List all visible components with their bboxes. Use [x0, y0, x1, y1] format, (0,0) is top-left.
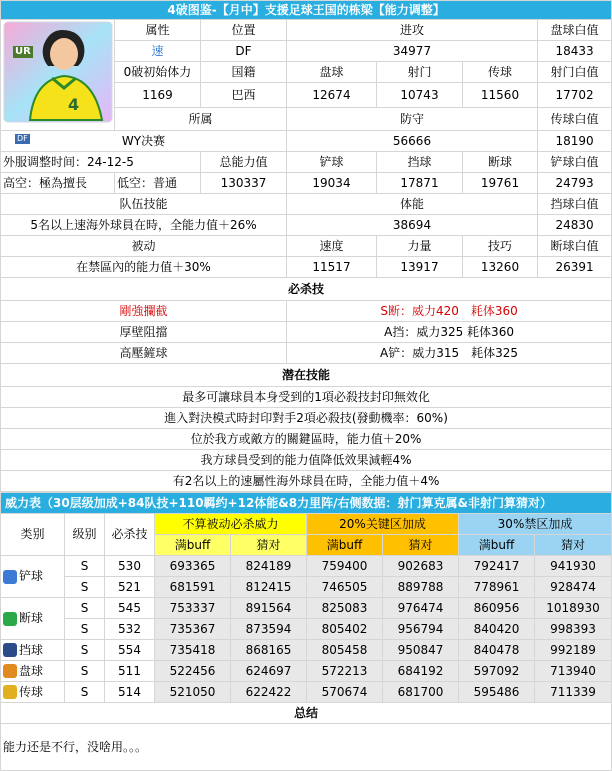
power-table: [0, 492, 612, 771]
nationality-label: 国籍: [201, 62, 287, 83]
speed-value: 11517: [287, 257, 377, 278]
position-label: 位置: [201, 20, 287, 41]
special-skill-stat-3: A铲：威力315 耗体325: [287, 343, 612, 364]
pass-icon: [3, 685, 17, 699]
value: 992189: [535, 640, 612, 661]
shoot-white-label: 射门白值: [538, 62, 612, 83]
passive-label: 被动: [1, 236, 287, 257]
total-value: 130337: [201, 173, 287, 194]
value: 950847: [383, 640, 459, 661]
value: 902683: [383, 556, 459, 577]
level: S: [65, 682, 105, 703]
physical-label: 体能: [287, 194, 538, 215]
group-no-passive: 不算被动必杀威力: [155, 514, 307, 535]
value: 941930: [535, 556, 612, 577]
value: 522456: [155, 661, 231, 682]
block-white-value: 24830: [538, 215, 612, 236]
value: 753337: [155, 598, 231, 619]
svg-text:4: 4: [67, 95, 79, 114]
special-skill-stat-2: A挡：威力325 耗体360: [287, 322, 612, 343]
value: 860956: [459, 598, 535, 619]
value: 928474: [535, 577, 612, 598]
attack-value: 34977: [287, 41, 538, 62]
attribute-value: 速: [115, 41, 201, 62]
level: S: [65, 619, 105, 640]
stamina0-label: 0破初始体力: [115, 62, 201, 83]
dribble-label: 盘球: [287, 62, 377, 83]
table-row: [1, 640, 612, 661]
latent-skill-5: 有2名以上的速屬性海外球員在時，全能力值＋4%: [1, 471, 612, 492]
value: 622422: [231, 682, 307, 703]
special-skill-stat-1: S断：威力420 耗体360: [287, 301, 612, 322]
value: 572213: [307, 661, 383, 682]
latent-skill-1: 最多可讓球員本身受到的1項必殺技封印無效化: [1, 387, 612, 408]
power-value: 13917: [377, 257, 463, 278]
value: 597092: [459, 661, 535, 682]
special-skill-name-3: 高壓鏟球: [1, 343, 287, 364]
intercept-label: 断球: [463, 152, 538, 173]
passive-value: 在禁區內的能力值＋30%: [1, 257, 287, 278]
tackle-icon: [3, 570, 17, 584]
latent-skill-header: 潜在技能: [1, 364, 612, 387]
col-type: 类别: [1, 514, 65, 556]
position-badge: DF: [17, 134, 28, 143]
sub-guess-2: 猜对: [383, 535, 459, 556]
value: 840478: [459, 640, 535, 661]
latent-skill-2: 進入對決模式時封印對手2項必殺技(發動機率：60%): [1, 408, 612, 429]
value: 976474: [383, 598, 459, 619]
summary-text: 能力还是不行，没啥用。。。: [1, 724, 612, 771]
type-cell: 铲球: [1, 556, 65, 598]
value: 956794: [383, 619, 459, 640]
level: S: [65, 598, 105, 619]
value: 1018930: [535, 598, 612, 619]
attack-label: 进攻: [287, 20, 538, 41]
level: S: [65, 640, 105, 661]
table-row: [1, 661, 612, 682]
shoot-value: 10743: [377, 83, 463, 108]
col-skill: 必杀技: [105, 514, 155, 556]
tackle-white-label: 铲球白值: [538, 152, 612, 173]
speed-label: 速度: [287, 236, 377, 257]
skill-power: 532: [105, 619, 155, 640]
type-cell: 传球: [1, 682, 65, 703]
skill-power: 511: [105, 661, 155, 682]
shoot-white-value: 17702: [538, 83, 612, 108]
table-row: [1, 598, 612, 619]
value: 891564: [231, 598, 307, 619]
low-air: 低空：普通: [115, 173, 201, 194]
physical-value: 38694: [287, 215, 538, 236]
table-row: [1, 577, 612, 598]
level: S: [65, 661, 105, 682]
technique-value: 13260: [463, 257, 538, 278]
skill-power: 554: [105, 640, 155, 661]
summary-header: 总结: [1, 703, 612, 724]
group-penalty-zone: 30%禁区加成: [459, 514, 612, 535]
pass-white-label: 传球白值: [538, 108, 612, 131]
tackle-label: 铲球: [287, 152, 377, 173]
value: 595486: [459, 682, 535, 703]
special-skill-name-1: 剛強攔截: [1, 301, 287, 322]
block-white-label: 挡球白值: [538, 194, 612, 215]
value: 889788: [383, 577, 459, 598]
page-title: 4破图鉴-【月中】支援足球王国的栋梁【能力调整】: [1, 1, 612, 20]
value: 746505: [307, 577, 383, 598]
value: 805402: [307, 619, 383, 640]
skill-power: 545: [105, 598, 155, 619]
value: 825083: [307, 598, 383, 619]
latent-skill-3: 位於我方或敵方的關鍵區時，能力值＋20%: [1, 429, 612, 450]
value: 521050: [155, 682, 231, 703]
value: 681700: [383, 682, 459, 703]
sub-full-buff-2: 满buff: [307, 535, 383, 556]
table-row: [1, 619, 612, 640]
position-value: DF: [201, 41, 287, 62]
value: 681591: [155, 577, 231, 598]
pass-value: 11560: [463, 83, 538, 108]
value: 735367: [155, 619, 231, 640]
value: 735418: [155, 640, 231, 661]
value: 998393: [535, 619, 612, 640]
sub-full-buff-3: 满buff: [459, 535, 535, 556]
type-cell: 断球: [1, 598, 65, 640]
sub-guess-1: 猜对: [231, 535, 307, 556]
skill-power: 521: [105, 577, 155, 598]
defense-label: 防守: [287, 108, 538, 131]
level: S: [65, 577, 105, 598]
dribble-icon: [3, 664, 17, 678]
stamina0-value: 1169: [115, 83, 201, 108]
tackle-value: 19034: [287, 173, 377, 194]
team-skill-label: 队伍技能: [1, 194, 287, 215]
value: 713940: [535, 661, 612, 682]
value: 684192: [383, 661, 459, 682]
total-label: 总能力值: [201, 152, 287, 173]
value: 792417: [459, 556, 535, 577]
intercept-white-label: 断球白值: [538, 236, 612, 257]
value: 711339: [535, 682, 612, 703]
type-cell: 挡球: [1, 640, 65, 661]
player-card-image: [2, 20, 114, 124]
value: 624697: [231, 661, 307, 682]
power-table-title: 威力表（30层级加成+84队技+110羁约+12体能&8力里阵/右侧数据：射门算克属&非射门算猜对）: [1, 493, 612, 514]
intercept-value: 19761: [463, 173, 538, 194]
block-value: 17871: [377, 173, 463, 194]
technique-label: 技巧: [463, 236, 538, 257]
special-skill-header: 必杀技: [1, 278, 612, 301]
value: 759400: [307, 556, 383, 577]
dribble-value: 12674: [287, 83, 377, 108]
value: 778961: [459, 577, 535, 598]
value: 805458: [307, 640, 383, 661]
shoot-label: 射门: [377, 62, 463, 83]
affiliation-value: WY决赛: [1, 131, 287, 152]
sub-full-buff-1: 满buff: [155, 535, 231, 556]
tackle-white-value: 24793: [538, 173, 612, 194]
skill-power: 514: [105, 682, 155, 703]
col-level: 级别: [65, 514, 105, 556]
value: 868165: [231, 640, 307, 661]
sub-guess-3: 猜对: [535, 535, 612, 556]
special-skill-name-2: 厚壁阻擋: [1, 322, 287, 343]
update-time: 外服调整时间：24-12-5: [1, 152, 201, 173]
block-label: 挡球: [377, 152, 463, 173]
value: 570674: [307, 682, 383, 703]
defense-value: 56666: [287, 131, 538, 152]
level: S: [65, 556, 105, 577]
value: 824189: [231, 556, 307, 577]
skill-power: 530: [105, 556, 155, 577]
rarity-badge: UR: [15, 46, 31, 57]
table-row: [1, 556, 612, 577]
player-portrait: [1, 20, 115, 143]
latent-skill-4: 我方球員受到的能力值降低效果減輕4%: [1, 450, 612, 471]
intercept-white-value: 26391: [538, 257, 612, 278]
block-icon: [3, 643, 17, 657]
pass-white-value: 18190: [538, 131, 612, 152]
table-row: [1, 682, 612, 703]
value: 840420: [459, 619, 535, 640]
value: 693365: [155, 556, 231, 577]
group-key-zone: 20%关键区加成: [307, 514, 459, 535]
high-air: 高空：極為擅長: [1, 173, 115, 194]
value: 873594: [231, 619, 307, 640]
dribble-white-label: 盘球白值: [538, 20, 612, 41]
power-label: 力量: [377, 236, 463, 257]
dribble-white-value: 18433: [538, 41, 612, 62]
attribute-label: 属性: [115, 20, 201, 41]
value: 812415: [231, 577, 307, 598]
type-cell: 盘球: [1, 661, 65, 682]
affiliation-label: 所属: [115, 108, 287, 131]
intercept-icon: [3, 612, 17, 626]
pass-label: 传球: [463, 62, 538, 83]
team-skill-value: 5名以上速海外球員在時，全能力值＋26%: [1, 215, 287, 236]
nationality-value: 巴西: [201, 83, 287, 108]
